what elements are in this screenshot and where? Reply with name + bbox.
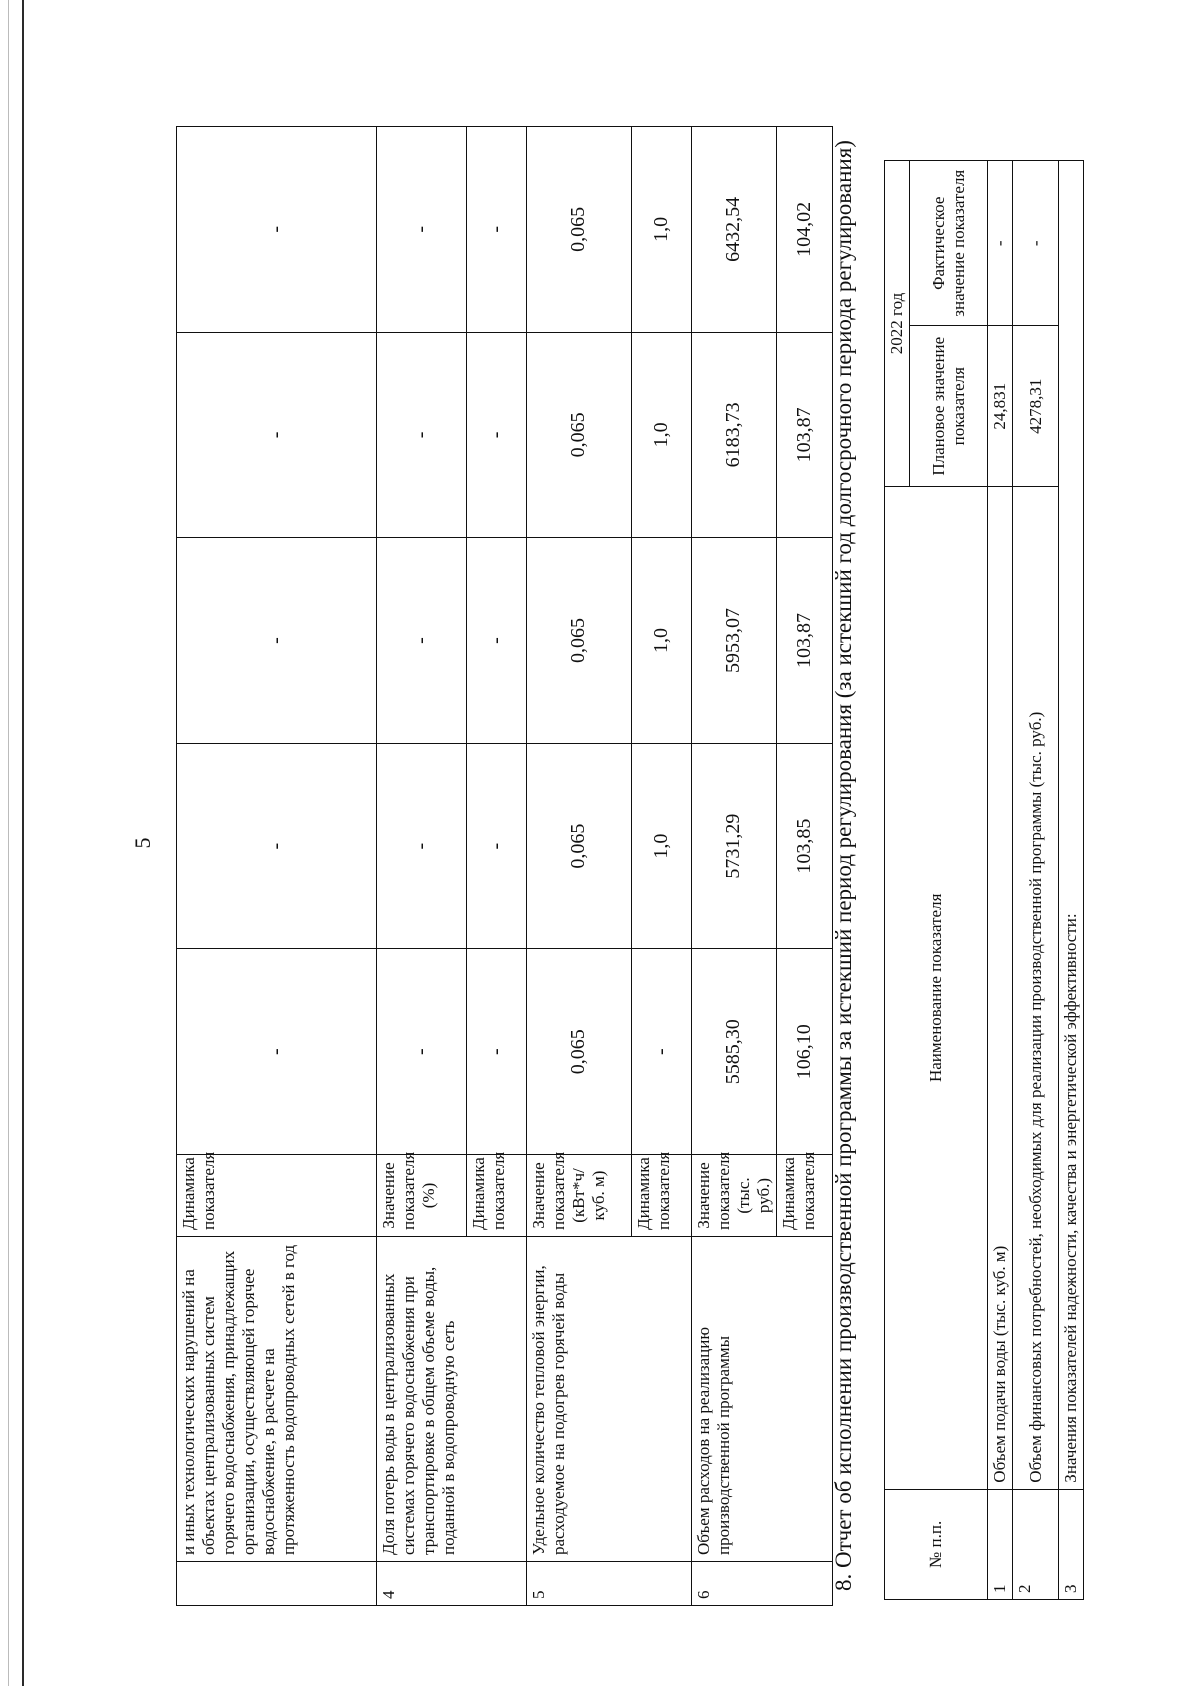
value-cell: 103,87 <box>777 538 833 744</box>
value-cell: 106,10 <box>777 949 833 1155</box>
value-cell: - <box>467 332 527 538</box>
value-cell: - <box>177 332 377 538</box>
col-header-plan: Плановое значение показателя <box>910 326 988 486</box>
page-number: 5 <box>130 837 155 849</box>
col-header-name: Наименование показателя <box>885 486 988 1489</box>
value-cell: 1,0 <box>632 127 692 333</box>
value-cell: 103,87 <box>777 332 833 538</box>
indicator-type: Динамика показателя <box>467 1155 527 1237</box>
indicator-type: Значение показателя (тыс. руб.) <box>692 1155 777 1237</box>
row-number: 5 <box>527 1562 692 1606</box>
indicator-type: Динамика показателя <box>177 1155 377 1237</box>
indicator-name: Доля потерь воды в централизованных системах горячего водоснабжения при транспортировке в общем объеме воды, поданной в водопроводную сеть <box>377 1237 527 1562</box>
row-number: 3 <box>1059 1489 1084 1599</box>
table-row <box>1059 161 1084 1600</box>
value-cell: - <box>632 949 692 1155</box>
value-cell: - <box>177 538 377 744</box>
value-cell: 0,065 <box>527 538 632 744</box>
table-row <box>177 127 377 1606</box>
table-row <box>377 127 467 1606</box>
row-number: 4 <box>377 1562 527 1606</box>
value-cell: 1,0 <box>632 332 692 538</box>
fact-value: - <box>1013 161 1059 326</box>
value-cell: 1,0 <box>632 538 692 744</box>
plan-value: 24,831 <box>988 326 1013 486</box>
indicator-name: Объем финансовых потребностей, необходимых для реализации производственной программы (тыс. руб.) <box>1013 486 1059 1489</box>
plan-value: 4278,31 <box>1013 326 1059 486</box>
indicator-name: Значения показателей надежности, качества и энергетической эффективности: <box>1059 161 1084 1490</box>
value-cell: 5731,29 <box>692 743 777 949</box>
section-8-heading: 8. Отчет об исполнении производственной программы за истекший период регулирования (за истекший год долгосрочного периода регулирования) <box>831 140 856 1591</box>
value-cell: 104,02 <box>777 127 833 333</box>
value-cell: - <box>467 538 527 744</box>
value-cell: 0,065 <box>527 949 632 1155</box>
col-header-year: 2022 год <box>885 161 910 487</box>
value-cell: - <box>377 127 467 333</box>
table-row <box>692 127 777 1606</box>
value-cell: 0,065 <box>527 127 632 333</box>
program-report-table <box>884 160 1084 1600</box>
indicator-type: Значение показателя (%) <box>377 1155 467 1237</box>
row-number: 6 <box>692 1562 833 1606</box>
table-row <box>1013 161 1059 1600</box>
row-number <box>177 1562 377 1606</box>
value-cell: - <box>467 127 527 333</box>
table-row <box>527 127 632 1606</box>
fact-value: - <box>988 161 1013 326</box>
indicator-type: Динамика показателя <box>632 1155 692 1237</box>
value-cell: 6183,73 <box>692 332 777 538</box>
indicator-type: Значение показателя (кВт*ч/куб. м) <box>527 1155 632 1237</box>
value-cell: - <box>377 332 467 538</box>
value-cell: 5953,07 <box>692 538 777 744</box>
value-cell: - <box>467 949 527 1155</box>
indicator-name: Объем подачи воды (тыс. куб. м) <box>988 486 1013 1489</box>
indicator-name: и иных технологических нарушений на объектах централизованных систем горячего водоснабжения, принадлежащих организации, осуществляющей горячее водоснабжение, в расчете на протяженность водопроводных сетей в год <box>177 1237 377 1562</box>
value-cell: - <box>377 538 467 744</box>
indicator-name: Объем расходов на реализацию производственной программы <box>692 1237 833 1562</box>
value-cell: - <box>177 127 377 333</box>
value-cell: 5585,30 <box>692 949 777 1155</box>
header-row <box>885 161 910 1600</box>
value-cell: 0,065 <box>527 332 632 538</box>
value-cell: 103,85 <box>777 743 833 949</box>
value-cell: - <box>377 949 467 1155</box>
table-row <box>988 161 1013 1600</box>
value-cell: - <box>377 743 467 949</box>
value-cell: - <box>177 743 377 949</box>
value-cell: - <box>177 949 377 1155</box>
col-header-fact: Фактическое значение показателя <box>910 161 988 326</box>
row-number: 1 <box>988 1489 1013 1599</box>
value-cell: 1,0 <box>632 743 692 949</box>
col-header-num: № п.п. <box>885 1489 988 1599</box>
value-cell: 6432,54 <box>692 127 777 333</box>
value-cell: - <box>467 743 527 949</box>
indicator-type: Динамика показателя <box>777 1155 833 1237</box>
row-number: 2 <box>1013 1489 1059 1599</box>
indicators-table <box>176 126 833 1606</box>
value-cell: 0,065 <box>527 743 632 949</box>
indicator-name: Удельное количество тепловой энергии, расходуемое на подогрев горячей воды <box>527 1237 692 1562</box>
